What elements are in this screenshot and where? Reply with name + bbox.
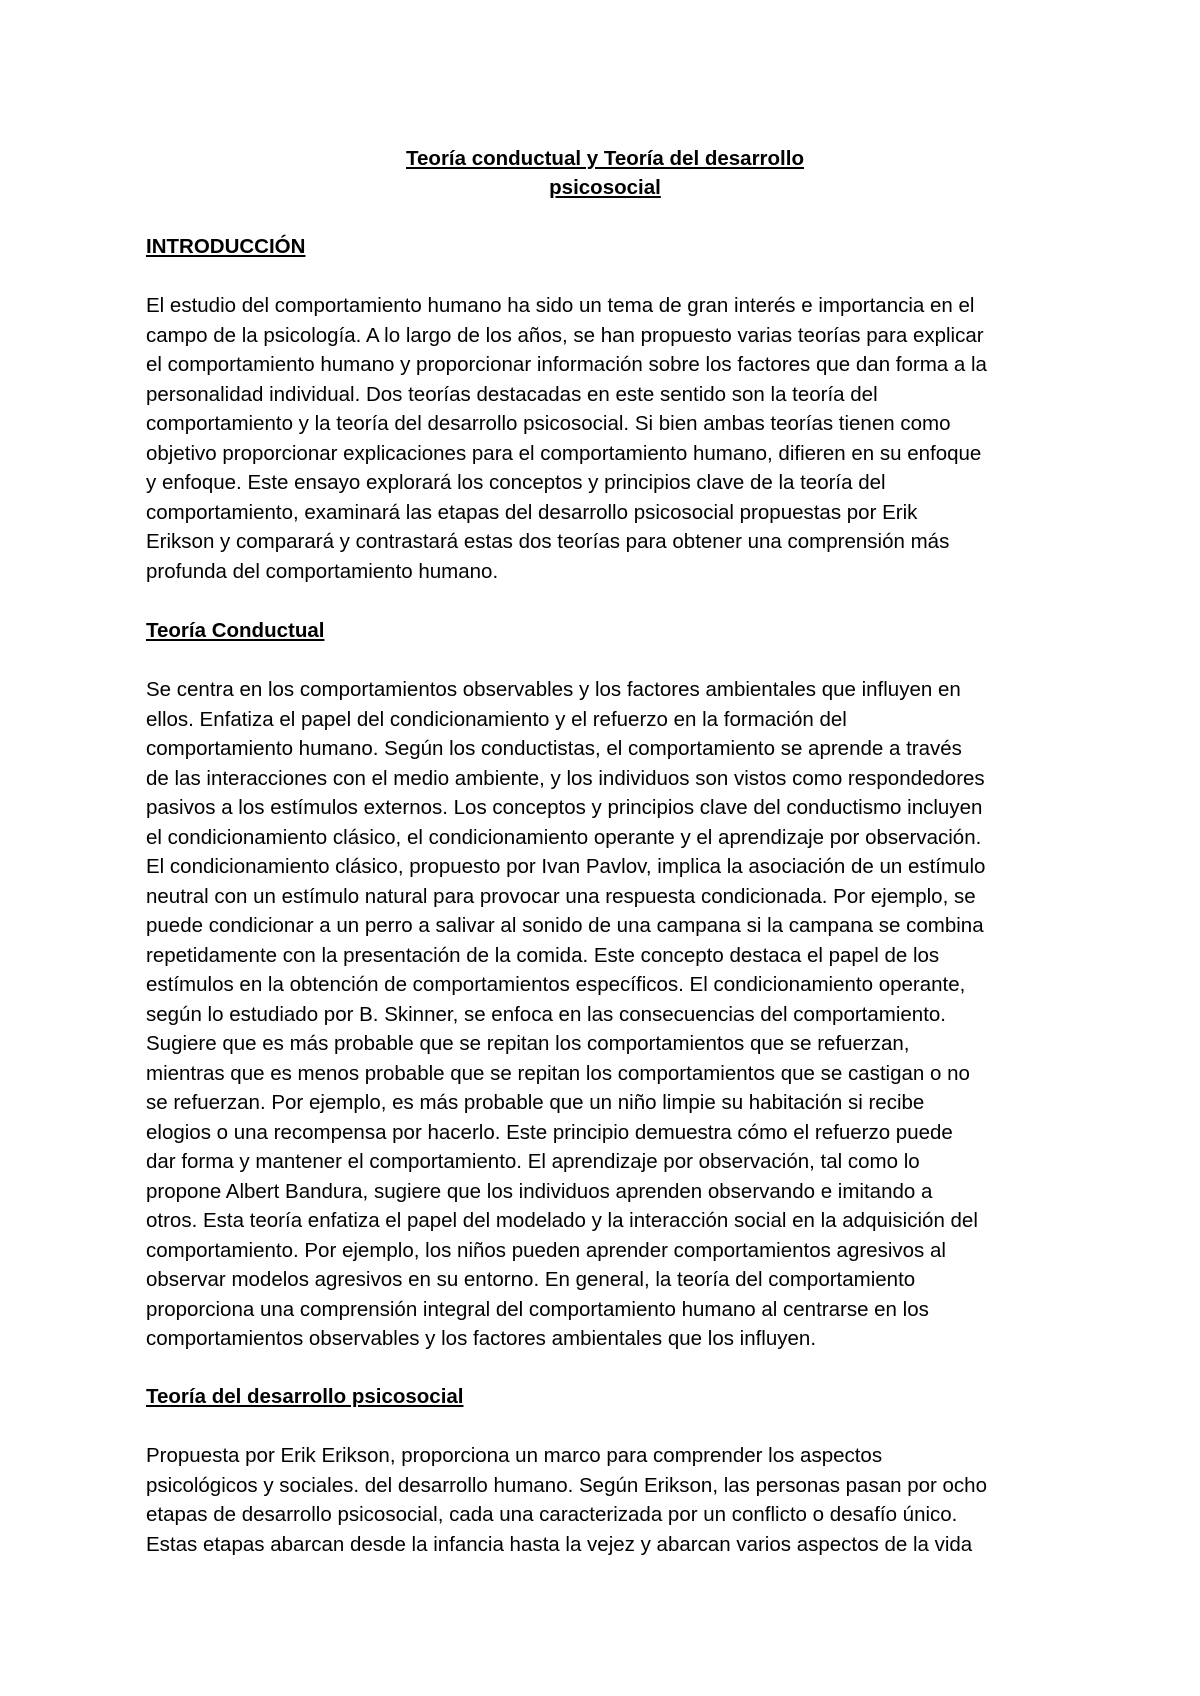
- text-line: Sugiere que es más probable que se repitan los comportamientos que se refuerzan,: [146, 1032, 910, 1055]
- text-line: se refuerzan. Por ejemplo, es más probable que un niño limpie su habitación si recibe: [146, 1091, 925, 1114]
- text-line: de las interacciones con el medio ambiente, y los individuos son vistos como respondedores: [146, 766, 985, 790]
- text-line: estímulos en la obtención de comportamientos específicos. El condicionamiento operante,: [146, 973, 966, 996]
- text-line: el comportamiento humano y proporcionar información sobre los factores que dan forma a la: [146, 353, 987, 376]
- text-line: comportamientos observables y los factores ambientales que los influyen.: [146, 1327, 817, 1350]
- text-line: campo de la psicología. A lo largo de los años, se han propuesto varias teorías para explicar: [146, 323, 984, 347]
- text-line: neutral con un estímulo natural para provocar una respuesta condicionada. Por ejemplo, se: [146, 884, 976, 908]
- text-line: comportamiento y la teoría del desarrollo psicosocial. Si bien ambas teorías tienen como: [146, 412, 951, 435]
- text-line: según lo estudiado por B. Skinner, se enfoca en las consecuencias del comportamiento.: [146, 1002, 946, 1026]
- text-line: y enfoque. Este ensayo explorará los conceptos y principios clave de la teoría del: [146, 471, 886, 494]
- text-line: dar forma y mantener el comportamiento. El aprendizaje por observación, tal como lo: [146, 1150, 920, 1173]
- text-line: comportamiento. Por ejemplo, los niños pueden aprender comportamientos agresivos al: [146, 1238, 946, 1262]
- section-heading-teoria-desarrollo-psicosocial: Teoría del desarrollo psicosocial: [146, 1385, 464, 1408]
- text-line: Erikson y comparará y contrastará estas dos teorías para obtener una comprensión más: [146, 530, 950, 553]
- text-line: El condicionamiento clásico, propuesto por Ivan Pavlov, implica la asociación de un estímulo: [146, 855, 986, 878]
- paragraph-introduccion: [146, 291, 1066, 586]
- text-line: El estudio del comportamiento humano ha sido un tema de gran interés e importancia en el: [146, 294, 975, 317]
- text-line: personalidad individual. Dos teorías destacadas en este sentido son la teoría del: [146, 382, 878, 406]
- text-line: elogios o una recompensa por hacerlo. Este principio demuestra cómo el refuerzo puede: [146, 1120, 953, 1144]
- text-line: ellos. Enfatiza el papel del condicionamiento y el refuerzo en la formación del: [146, 707, 847, 731]
- text-line: objetivo proporcionar explicaciones para el comportamiento humano, difieren en su enfoque: [146, 441, 982, 465]
- text-line: profunda del comportamiento humano.: [146, 559, 499, 583]
- text-line: pasivos a los estímulos externos. Los conceptos y principios clave del conductismo incluyen: [146, 796, 983, 819]
- text-line: proporciona una comprensión integral del comportamiento humano al centrarse en los: [146, 1297, 929, 1321]
- text-line: Propuesta por Erik Erikson, proporciona un marco para comprender los aspectos: [146, 1444, 883, 1467]
- text-line: repetidamente con la presentación de la comida. Este concepto destaca el papel de los: [146, 943, 940, 967]
- text-line: Se centra en los comportamientos observables y los factores ambientales que influyen en: [146, 678, 961, 701]
- text-line: psicológicos y sociales. del desarrollo humano. Según Erikson, las personas pasan por ocho: [146, 1473, 987, 1497]
- text-line: mientras que es menos probable que se repitan los comportamientos que se castigan o no: [146, 1061, 970, 1085]
- text-line: puede condicionar a un perro a salivar al sonido de una campana si la campana se combina: [146, 914, 984, 937]
- text-line: observar modelos agresivos en su entorno. En general, la teoría del comportamiento: [146, 1268, 916, 1291]
- section-heading-introduccion: INTRODUCCIÓN: [146, 235, 306, 258]
- text-line: propone Albert Bandura, sugiere que los individuos aprenden observando e imitando a: [146, 1179, 933, 1203]
- text-line: etapas de desarrollo psicosocial, cada una caracterizada por un conflicto o desafío único.: [146, 1503, 958, 1526]
- document-title-line: Teoría conductual y Teoría del desarrollo: [406, 147, 804, 170]
- document-title: [146, 145, 1064, 202]
- document-title-line: psicosocial: [549, 175, 661, 199]
- section-heading-teoria-conductual: Teoría Conductual: [146, 619, 325, 642]
- paragraph-teoria-desarrollo-psicosocial: [146, 1441, 1066, 1559]
- text-line: otros. Esta teoría enfatiza el papel del modelado y la interacción social en la adquisición del: [146, 1209, 978, 1232]
- paragraph-teoria-conductual: [146, 675, 1066, 1354]
- text-line: comportamiento humano. Según los conductistas, el comportamiento se aprende a través: [146, 737, 962, 760]
- text-line: comportamiento, examinará las etapas del desarrollo psicosocial propuestas por Erik: [146, 500, 918, 524]
- text-line: el condicionamiento clásico, el condicionamiento operante y el aprendizaje por observación.: [146, 825, 982, 849]
- text-line: Estas etapas abarcan desde la infancia hasta la vejez y abarcan varios aspectos de la vida: [146, 1532, 973, 1556]
